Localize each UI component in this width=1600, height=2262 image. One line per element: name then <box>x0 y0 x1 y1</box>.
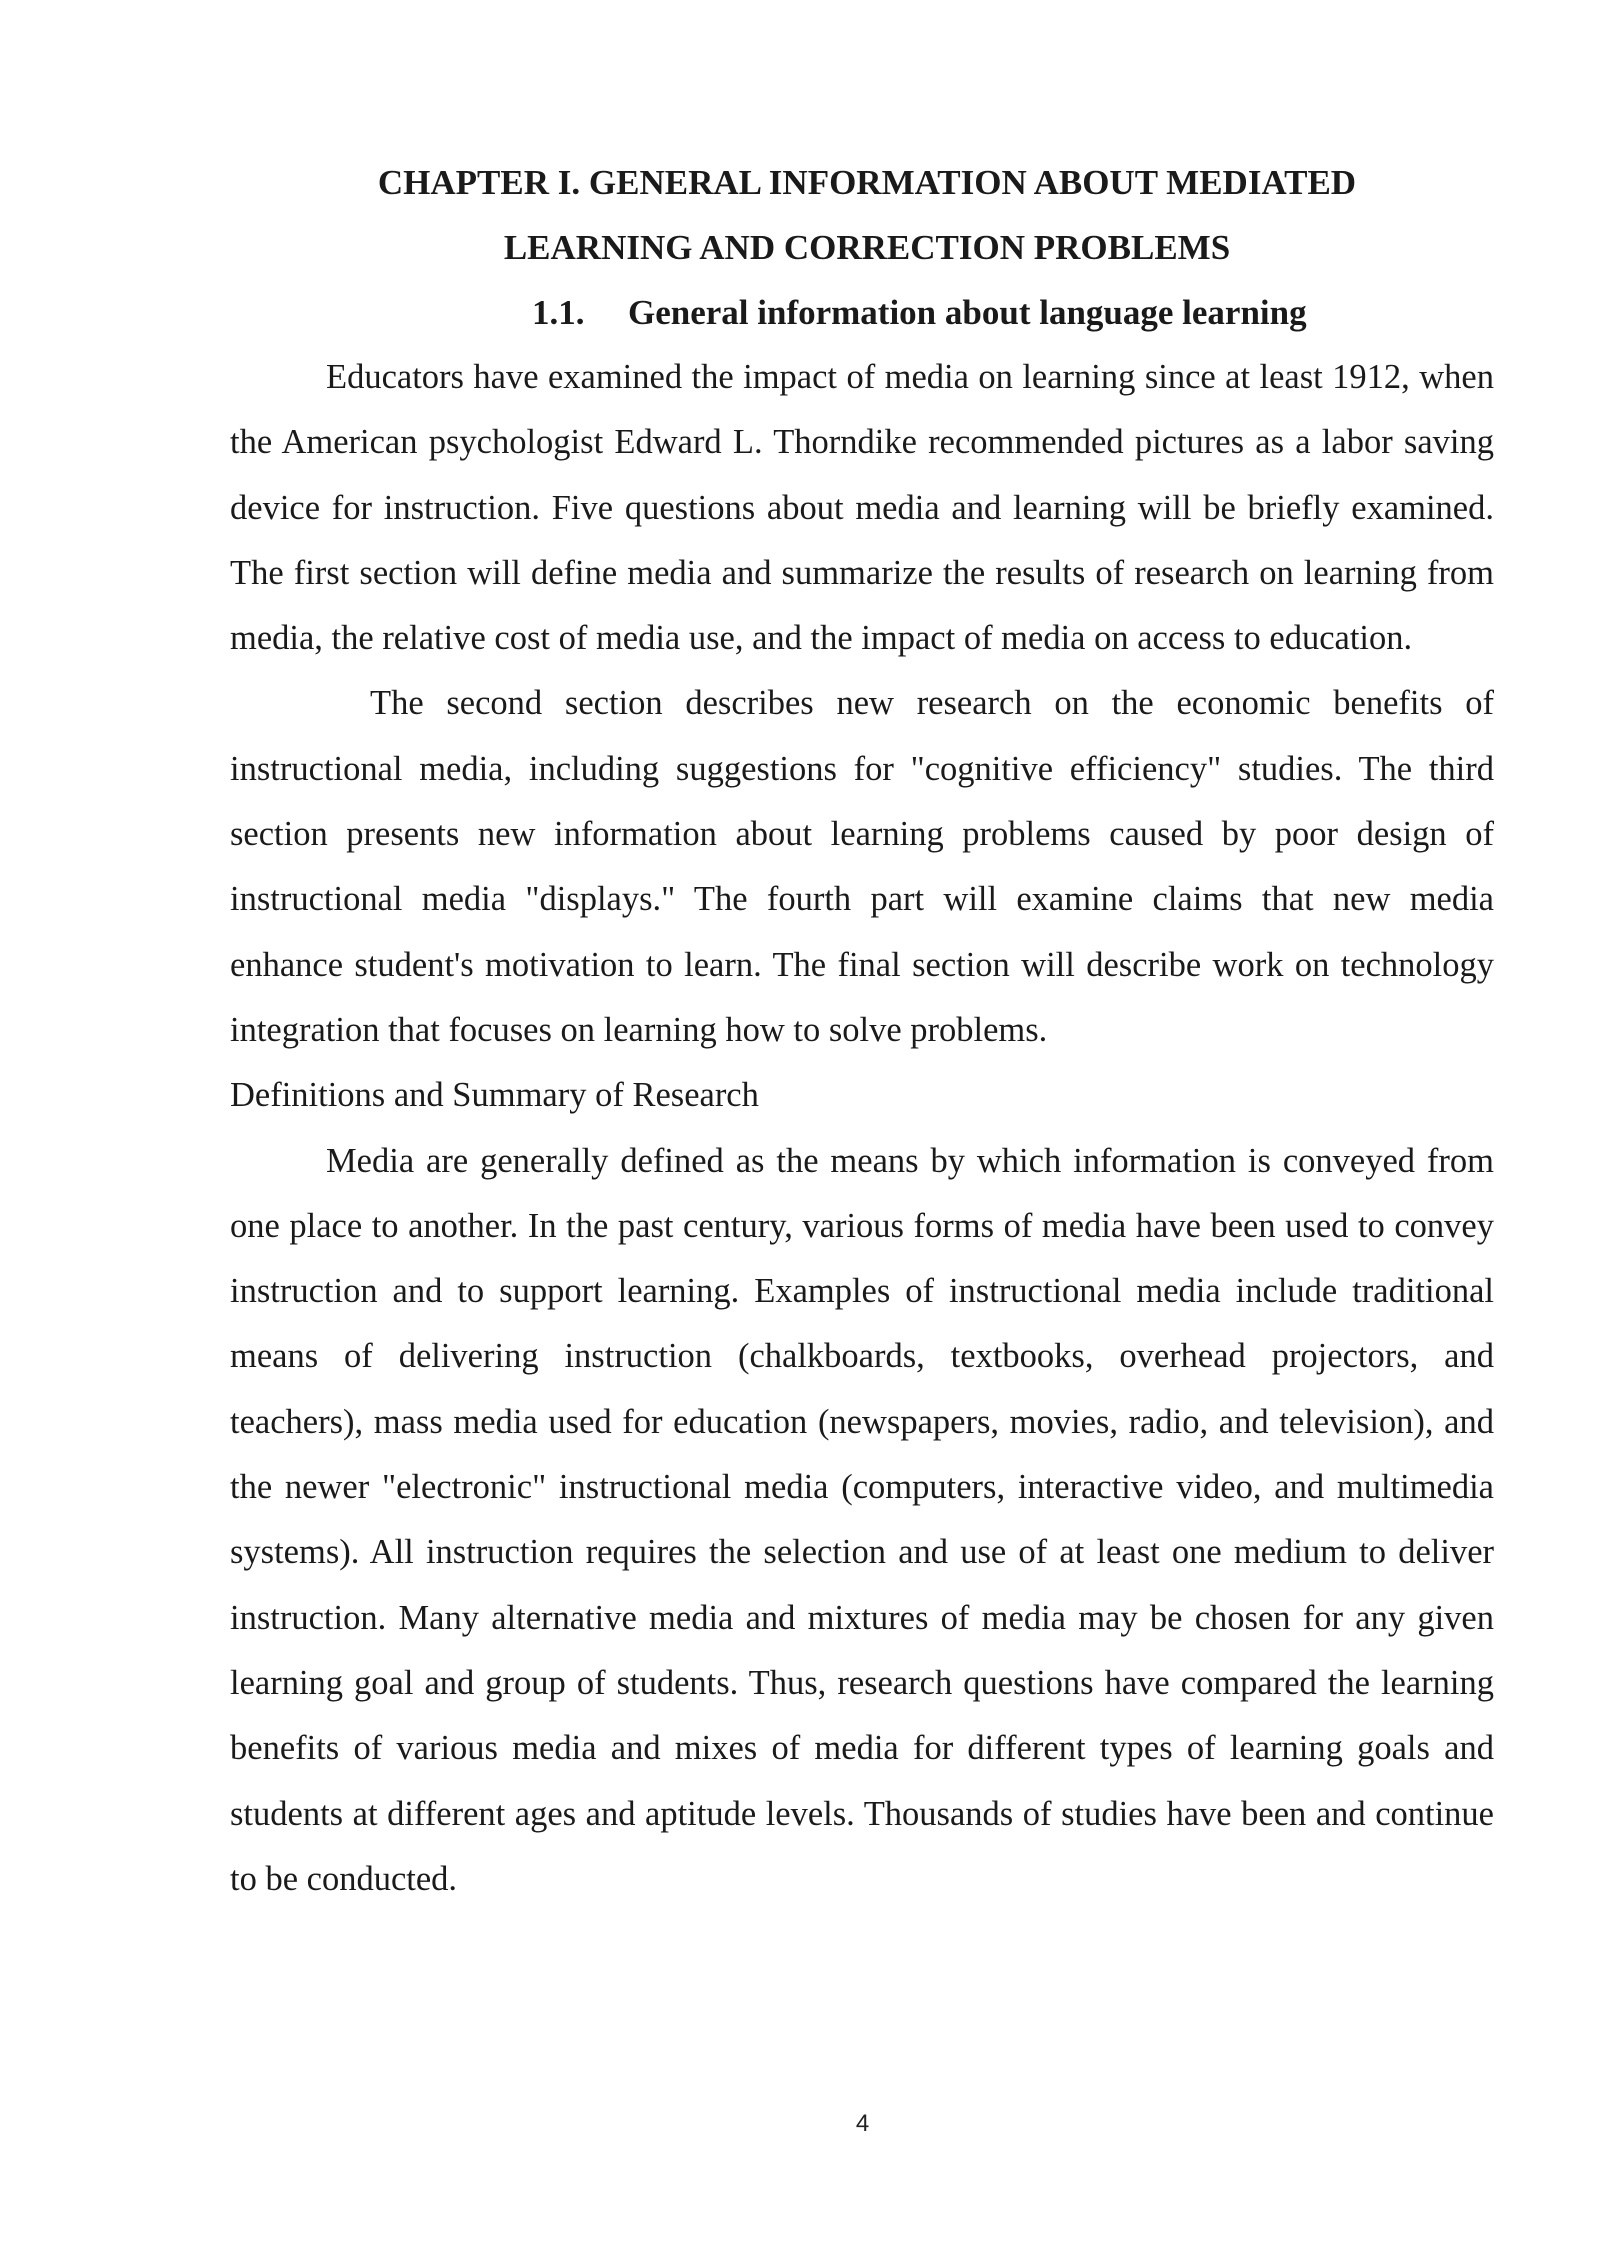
page-number: 4 <box>855 2110 870 2137</box>
chapter-title-line-1: CHAPTER I. GENERAL INFORMATION ABOUT MEDIATED <box>377 163 1357 202</box>
section-number: 1.1. <box>532 293 585 332</box>
subheading-definitions: Definitions and Summary of Research <box>230 1076 759 1115</box>
chapter-title-line-2: LEARNING AND CORRECTION PROBLEMS <box>503 228 1231 267</box>
document-page <box>230 150 1494 1912</box>
section-title: General information about language learning <box>628 293 1307 332</box>
paragraph-3: Media are generally defined as the means by which information is conveyed from one place to another. In the past century, various forms of media have been used to convey instruction and to support learning. Examples of instructional media include traditional means of delivering instruction (chalkboards, textbooks, overhead projectors, and teachers), mass media used for education (newspapers, movies, radio, and television), and the newer "electronic" instructional media (computers, interactive video, and multimedia systems). All instruction requires the selection and use of at least one medium to deliver instruction. Many alternative media and mixtures of media may be chosen for any given learning goal and group of students. Thus, research questions have compared the learning benefits of various media and mixes of media for different types of learning goals and students at different ages and aptitude levels. Thousands of studies have been and continue to be conducted. <box>230 1141 1494 1898</box>
paragraph-1: Educators have examined the impact of media on learning since at least 1912, when the American psychologist Edward L. Thorndike recommended pictures as a labor saving device for instruction. Five questions about media and learning will be briefly examined. The first section will define media and summarize the results of research on learning from media, the relative cost of media use, and the impact of media on access to education. <box>230 358 1494 658</box>
paragraph-2: The second section describes new research on the economic benefits of instructional media, including suggestions for "cognitive efficiency" studies. The third section presents new information about learning problems caused by poor design of instructional media "displays." The fourth part will examine claims that new media enhance student's motivation to learn. The final section will describe work on technology integration that focuses on learning how to solve problems. <box>230 684 1494 1049</box>
section-heading <box>230 280 1494 345</box>
